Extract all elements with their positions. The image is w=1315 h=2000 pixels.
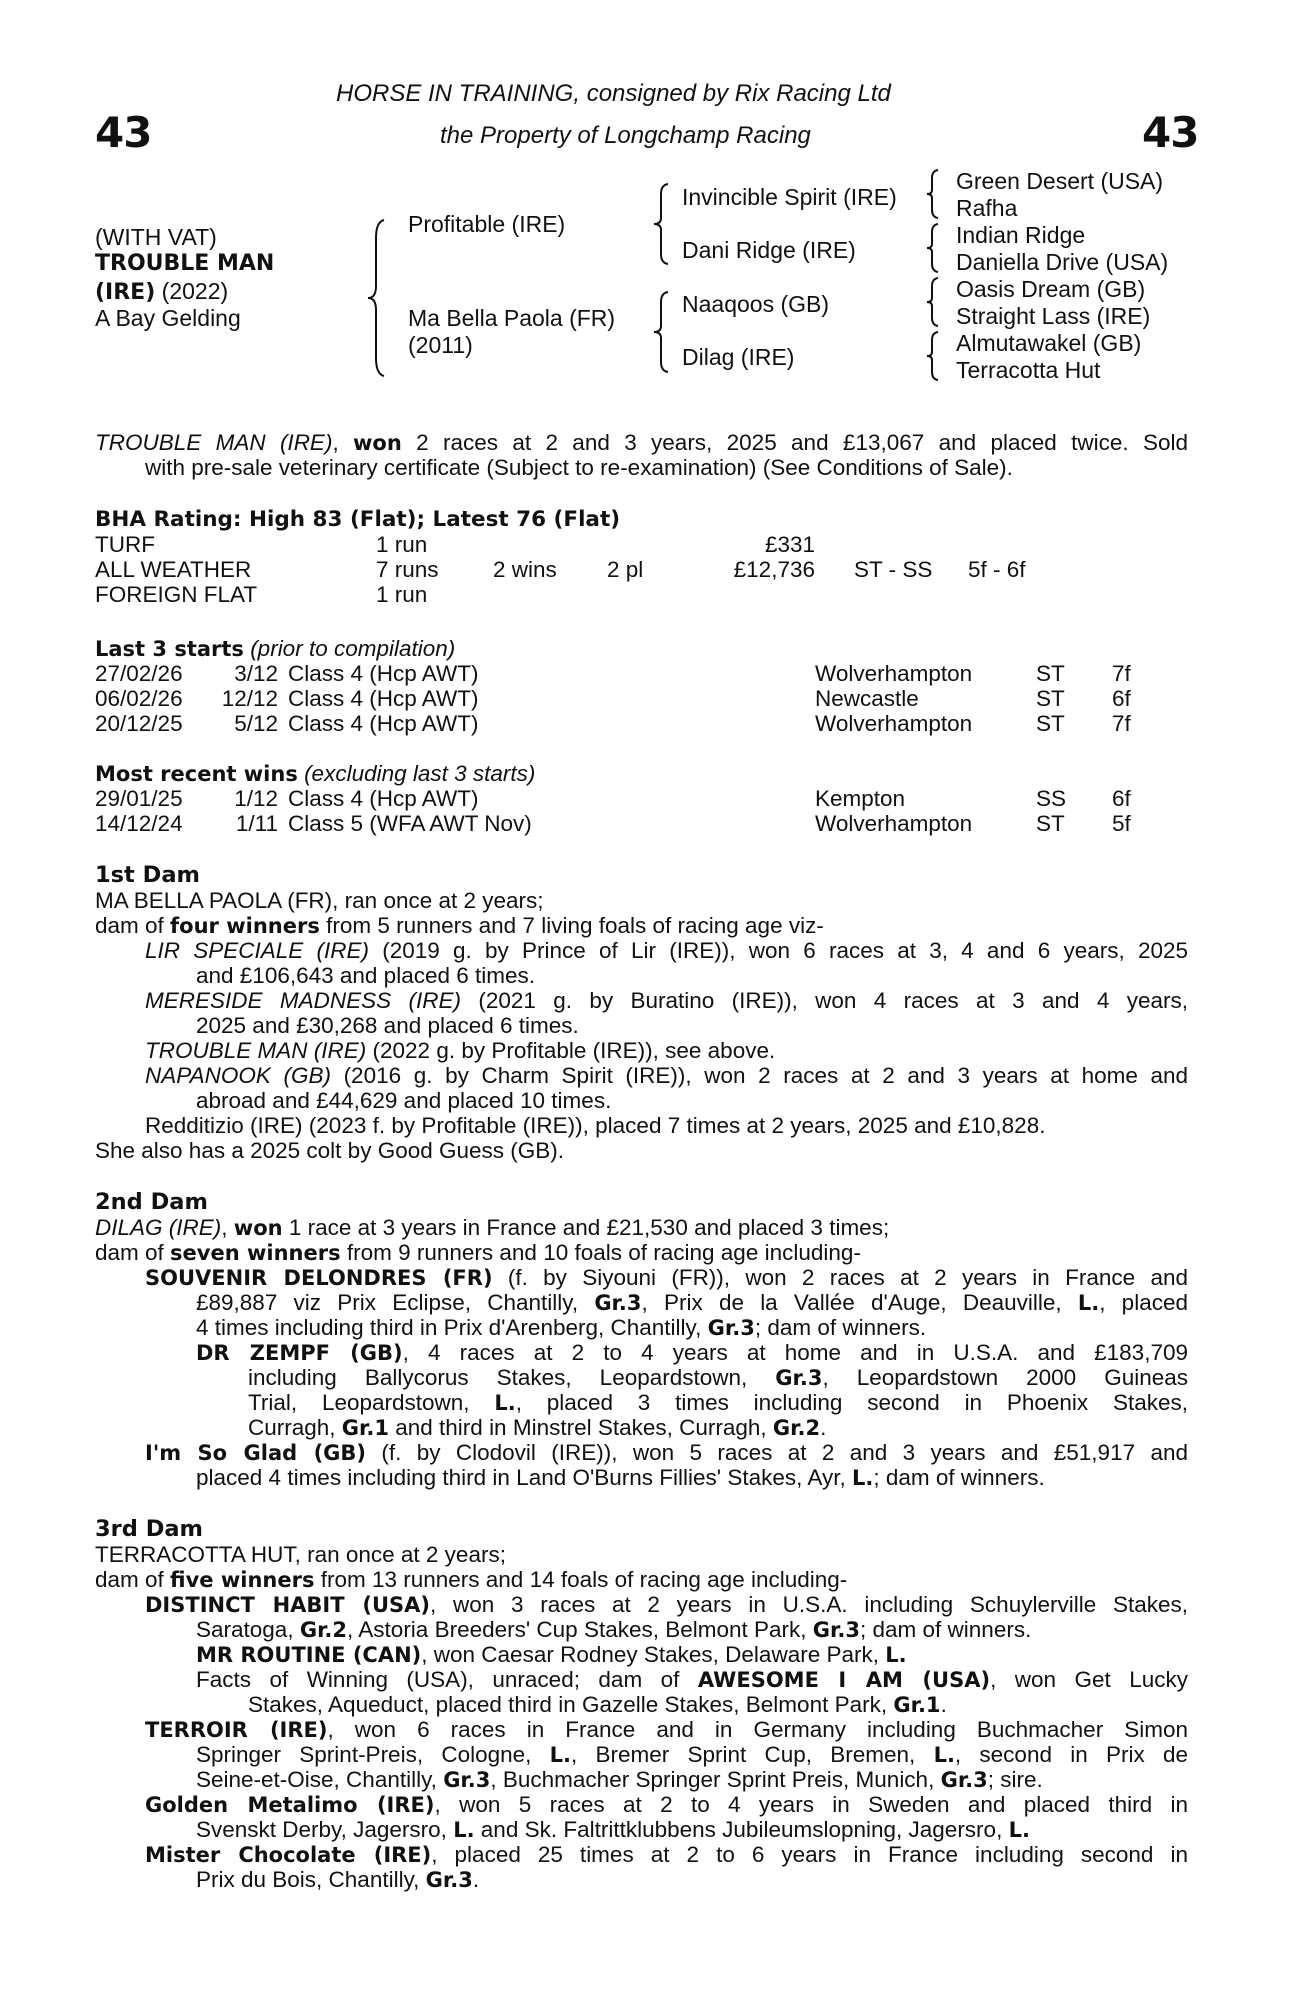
rating-courses: ST - SS (854, 557, 933, 582)
produce-entry (196, 1340, 1188, 1366)
produce-text: , won 3 races at 2 years in U.S.A. including Schuylerville Stakes, (429, 1592, 1188, 1617)
produce-entry-cont (248, 1390, 1188, 1416)
produce-name: DR ZEMPF (GB) (196, 1341, 403, 1365)
vat-note: (WITH VAT) (95, 224, 217, 250)
produce-entry (145, 1592, 1188, 1618)
pedigree-brace-sire (652, 182, 672, 266)
race-class: Class 4 (Hcp AWT) (288, 686, 479, 711)
race-surface: SS (1036, 786, 1067, 811)
race-class: Class 4 (Hcp AWT) (288, 661, 479, 686)
text: dam of (95, 1567, 171, 1592)
pedigree-brace-gen3-1 (925, 168, 941, 220)
rating-runs: 1 run (376, 532, 428, 557)
horse-description: A Bay Gelding (95, 305, 241, 331)
recent-wins-note: (excluding last 3 starts) (297, 761, 536, 786)
produce-text: (2021 g. by Buratino (IRE)), won 4 races at 3 and 4 years, (460, 988, 1188, 1013)
rating-prize: £331 (764, 532, 815, 557)
race-course: Kempton (815, 786, 906, 811)
gen3-ancestor: Almutawakel (GB) (956, 330, 1142, 356)
race-position: 1/12 (234, 786, 278, 811)
race-surface: ST (1036, 711, 1065, 736)
grade: L. (494, 1391, 516, 1415)
rating-prize: £12,736 (733, 557, 815, 582)
race-course: Newcastle (815, 686, 919, 711)
produce-entry-cont: and £106,643 and placed 6 times. (196, 963, 536, 988)
dam: Ma Bella Paola (FR) (408, 305, 616, 331)
produce-name: TERROIR (IRE) (145, 1718, 328, 1742)
produce-entry-cont (248, 1415, 1188, 1441)
grade: Gr.1 (893, 1693, 941, 1717)
produce-text: , won 5 races at 2 to 4 years in Sweden and placed third in (434, 1792, 1188, 1817)
produce-text: (2016 g. by Charm Spirit (IRE)), won 2 races at 2 and 3 years at home and (330, 1063, 1189, 1088)
sire-dam: Dani Ridge (IRE) (682, 237, 856, 263)
race-position: 3/12 (234, 661, 278, 686)
produce-text: , 4 races at 2 to 4 years at home and in U.S.A. and £183,709 (402, 1340, 1188, 1365)
text: , second in Prix de (954, 1742, 1188, 1767)
text: Seine-et-Oise, Chantilly, (196, 1767, 444, 1792)
produce-entry-cont (196, 1767, 1188, 1793)
gen3-ancestor: Terracotta Hut (956, 357, 1101, 383)
produce-entry-cont (248, 1365, 1188, 1391)
winners-count: seven winners (170, 1241, 341, 1265)
produce-text: (2019 g. by Prince of Lir (IRE)), won 6 races at 3, 4 and 6 years, 2025 (369, 938, 1188, 963)
produce-entry (145, 1440, 1188, 1466)
text: dam of (95, 1240, 171, 1265)
race-distance: 6f (1112, 786, 1131, 811)
produce-entry: Redditizio (IRE) (2023 f. by Profitable (IRE)), placed 7 times at 2 years, 2025 and £10,828. (145, 1113, 1046, 1138)
produce-entry-cont (196, 1465, 1188, 1491)
recent-wins-title: Most recent wins (95, 762, 298, 786)
dam-sire: Naaqoos (GB) (682, 291, 830, 317)
race-class: Class 5 (WFA AWT Nov) (288, 811, 532, 836)
race-surface: ST (1036, 661, 1065, 686)
text: from 9 runners and 10 foals of racing age including- (340, 1240, 861, 1265)
lot-number-right: 43 (1142, 108, 1199, 157)
text: Stakes, Aqueduct, placed third in Gazelle Stakes, Belmont Park, (248, 1692, 894, 1717)
text: ; dam of winners. (754, 1315, 927, 1340)
text: . (820, 1415, 827, 1440)
last-starts-note: (prior to compilation) (243, 636, 456, 661)
rating-wins: 2 wins (493, 557, 557, 582)
second-dam-name: DILAG (IRE) (95, 1215, 222, 1240)
rating-surface: ALL WEATHER (95, 557, 252, 582)
produce-entry-cont: 2025 and £30,268 and placed 6 times. (196, 1013, 579, 1038)
horse-name-country-year (95, 278, 228, 306)
grade: Gr.2 (299, 1618, 348, 1642)
produce-entry-cont (196, 1617, 1188, 1643)
bha-rating-title: BHA Rating: High 83 (Flat); Latest 76 (Flat) (95, 507, 621, 532)
text: £89,887 viz Prix Eclipse, Chantilly, (196, 1290, 595, 1315)
produce-entry (145, 1038, 1188, 1063)
won: won (233, 1216, 283, 1240)
race-position: 5/12 (234, 711, 278, 736)
text: ; sire. (987, 1767, 1043, 1792)
pedigree-brace-gen3-4 (925, 330, 941, 382)
produce-name: LIR SPECIALE (IRE) (145, 938, 370, 963)
first-dam-title: 1st Dam (95, 862, 200, 888)
pedigree-brace-gen3-3 (925, 276, 941, 328)
first-dam-also: She also has a 2025 colt by Good Guess (GB). (95, 1138, 565, 1163)
grade: Gr.3 (775, 1366, 823, 1390)
grade: Gr.3 (812, 1618, 860, 1642)
text: . (472, 1867, 480, 1892)
grade: Gr.1 (341, 1416, 389, 1440)
produce-entry-cont (196, 1315, 1188, 1341)
rating-distances: 5f - 6f (968, 557, 1026, 582)
produce-entry-cont (248, 1692, 1188, 1718)
produce-text: (f. by Clodovil (IRE)), won 5 races at 2 and 3 years and £51,917 and (366, 1440, 1189, 1465)
text: 4 times including third in Prix d'Arenberg, Chantilly, (196, 1315, 708, 1340)
produce-entry (145, 1717, 1188, 1743)
grade: L. (549, 1743, 571, 1767)
text: dam of (95, 913, 171, 938)
lot-number-left: 43 (95, 108, 152, 157)
text: from 5 runners and 7 living foals of racing age viz- (319, 913, 824, 938)
grade: Gr.3 (707, 1316, 755, 1340)
dam-dam: Dilag (IRE) (682, 344, 795, 370)
race-position: 1/11 (235, 811, 278, 836)
text: Curragh, (248, 1415, 342, 1440)
winners-count: four winners (170, 914, 320, 938)
produce-name: Mister Chocolate (IRE) (145, 1843, 432, 1867)
text: ; dam of winners. (873, 1465, 1045, 1490)
text: , Bremer Sprint Cup, Bremen, (570, 1742, 934, 1767)
grade: L. (933, 1743, 955, 1767)
winners-count: five winners (170, 1568, 315, 1592)
horse-country: (IRE) (95, 280, 156, 305)
summary-horse-name: TROUBLE MAN (IRE) (95, 430, 333, 455)
gen3-ancestor: Rafha (956, 195, 1018, 221)
race-date: 20/12/25 (95, 711, 183, 736)
rating-surface: TURF (95, 532, 155, 557)
produce-entry-cont (196, 1817, 1188, 1843)
summary-text: 2 races at 2 and 3 years, 2025 and £13,067 and placed twice. Sold (401, 430, 1188, 455)
text: Facts of Winning (USA), unraced; dam of (196, 1667, 698, 1692)
header-property: the Property of Longchamp Racing (440, 122, 811, 149)
race-surface: ST (1036, 811, 1065, 836)
race-distance: 7f (1112, 711, 1131, 736)
first-dam-produce-summary (95, 913, 1188, 939)
produce-entry-cont (196, 1742, 1188, 1768)
grade: Gr.3 (594, 1291, 642, 1315)
produce-name: NAPANOOK (GB) (145, 1063, 331, 1088)
second-dam-title: 2nd Dam (95, 1189, 208, 1215)
header-consignor: HORSE IN TRAINING, consigned by Rix Racing Ltd (336, 80, 891, 107)
text: and Sk. Faltrittklubbens Jubileumslopning, Jagersro, (474, 1817, 1009, 1842)
horse-year: (2022) (155, 278, 229, 304)
first-dam-intro: MA BELLA PAOLA (FR), ran once at 2 years; (95, 888, 544, 913)
produce-name: Golden Metalimo (IRE) (145, 1793, 435, 1817)
race-surface: ST (1036, 686, 1065, 711)
text: , placed (1099, 1290, 1188, 1315)
produce-entry (196, 1667, 1188, 1693)
summary-won: won (353, 431, 402, 455)
grade: L. (1077, 1291, 1100, 1315)
text: including Ballycorus Stakes, Leopardstown, (248, 1365, 776, 1390)
grade: Gr.2 (772, 1416, 821, 1440)
produce-entry-cont: abroad and £44,629 and placed 10 times. (196, 1088, 612, 1113)
produce-name: MERESIDE MADNESS (IRE) (145, 988, 461, 1013)
race-class: Class 4 (Hcp AWT) (288, 786, 479, 811)
text: from 13 runners and 14 foals of racing age including- (314, 1567, 848, 1592)
grade: Gr.3 (443, 1768, 491, 1792)
third-dam-intro: TERRACOTTA HUT, ran once at 2 years; (95, 1542, 506, 1567)
text: 1 race at 3 years in France and £21,530 and placed 3 times; (282, 1215, 890, 1240)
horse-name: TROUBLE MAN (95, 251, 275, 276)
race-date: 14/12/24 (95, 811, 183, 836)
last-starts-title: Last 3 starts (95, 637, 244, 661)
rating-placed: 2 pl (607, 557, 644, 582)
gen3-ancestor: Oasis Dream (GB) (956, 276, 1146, 302)
race-distance: 5f (1112, 811, 1131, 836)
produce-text: (f. by Siyouni (FR)), won 2 races at 2 years in France and (492, 1265, 1188, 1290)
text: , Buchmacher Springer Sprint Preis, Munich, (490, 1767, 941, 1792)
produce-name: SOUVENIR DELONDRES (FR) (145, 1266, 493, 1290)
gen3-ancestor: Green Desert (USA) (956, 168, 1164, 194)
text: Prix du Bois, Chantilly, (196, 1867, 426, 1892)
race-date: 29/01/25 (95, 786, 183, 811)
produce-entry (145, 1063, 1188, 1088)
summary-line-2: with pre-sale veterinary certificate (Subject to re-examination) (See Conditions of Sale). (145, 455, 1013, 480)
pedigree-brace-gen3-2 (925, 222, 941, 274)
produce-entry (145, 988, 1188, 1013)
text: placed 4 times including third in Land O'Burns Fillies' Stakes, Ayr, (196, 1465, 853, 1490)
gen3-ancestor: Indian Ridge (956, 222, 1086, 248)
produce-entry (145, 1792, 1188, 1818)
race-course: Wolverhampton (815, 811, 973, 836)
pedigree-brace-dam (652, 290, 672, 374)
grade: Gr.3 (425, 1868, 473, 1892)
produce-entry-cont (196, 1290, 1188, 1316)
produce-entry (145, 1842, 1188, 1868)
third-dam-title: 3rd Dam (95, 1516, 203, 1542)
produce-text: , placed 25 times at 2 to 6 years in France including second in (431, 1842, 1188, 1867)
text: ; dam of winners. (860, 1617, 1032, 1642)
produce-name: AWESOME I AM (USA) (697, 1668, 991, 1692)
last-starts-heading (95, 636, 1188, 662)
produce-text: , won Caesar Rodney Stakes, Delaware Park, (421, 1642, 886, 1667)
race-course: Wolverhampton (815, 661, 973, 686)
race-class: Class 4 (Hcp AWT) (288, 711, 479, 736)
produce-name: MR ROUTINE (CAN) (196, 1643, 422, 1667)
gen3-ancestor: Straight Lass (IRE) (956, 303, 1151, 329)
sire: Profitable (IRE) (408, 211, 566, 237)
text: and third in Minstrel Stakes, Curragh, (389, 1415, 773, 1440)
produce-name: DISTINCT HABIT (USA) (145, 1593, 430, 1617)
produce-entry (145, 1265, 1188, 1291)
race-distance: 7f (1112, 661, 1131, 686)
second-dam-produce-summary (95, 1240, 1188, 1266)
text: , placed 3 times including second in Phoenix Stakes, (515, 1390, 1188, 1415)
grade: L. (885, 1643, 907, 1667)
second-dam-intro: DILAG (IRE), won 1 race at 3 years in France and £21,530 and placed 3 times; (95, 1215, 890, 1240)
produce-name: TROUBLE MAN (IRE) (145, 1038, 367, 1063)
pedigree-brace-main (366, 218, 390, 378)
produce-entry (196, 1642, 1188, 1668)
produce-text: , won 6 races in France and in Germany including Buchmacher Simon (327, 1717, 1189, 1742)
grade: L. (453, 1818, 475, 1842)
race-date: 06/02/26 (95, 686, 183, 711)
text: , Prix de la Vallée d'Auge, Deauville, (641, 1290, 1078, 1315)
recent-wins-heading (95, 761, 1188, 787)
third-dam-produce-summary (95, 1567, 1188, 1593)
grade: Gr.3 (940, 1768, 988, 1792)
text: Trial, Leopardstown, (248, 1390, 495, 1415)
dam-year: (2011) (408, 332, 473, 358)
produce-entry-cont (196, 1867, 1188, 1893)
rating-runs: 1 run (376, 582, 428, 607)
produce-name: I'm So Glad (GB) (145, 1441, 367, 1465)
grade: L. (1008, 1818, 1030, 1842)
text: , Astoria Breeders' Cup Stakes, Belmont Park, (347, 1617, 813, 1642)
race-date: 27/02/26 (95, 661, 183, 686)
text: , Leopardstown 2000 Guineas (822, 1365, 1188, 1390)
grade: L. (852, 1466, 874, 1490)
sire-sire: Invincible Spirit (IRE) (682, 184, 897, 210)
summary-line-1: TROUBLE MAN (IRE), won 2 races at 2 and 3 years, 2025 and £13,067 and placed twice. Sold (95, 430, 1188, 455)
text: Springer Sprint-Preis, Cologne, (196, 1742, 550, 1767)
rating-surface: FOREIGN FLAT (95, 582, 258, 607)
gen3-ancestor: Daniella Drive (USA) (956, 249, 1169, 275)
text: Svenskt Derby, Jagersro, (196, 1817, 454, 1842)
race-course: Wolverhampton (815, 711, 973, 736)
race-position: 12/12 (221, 686, 278, 711)
text: , won Get Lucky (990, 1667, 1189, 1692)
race-distance: 6f (1112, 686, 1131, 711)
produce-entry (145, 938, 1188, 963)
text: Saratoga, (196, 1617, 300, 1642)
text: . (940, 1692, 947, 1717)
produce-text: (2022 g. by Profitable (IRE)), see above. (366, 1038, 776, 1063)
rating-runs: 7 runs (376, 557, 439, 582)
